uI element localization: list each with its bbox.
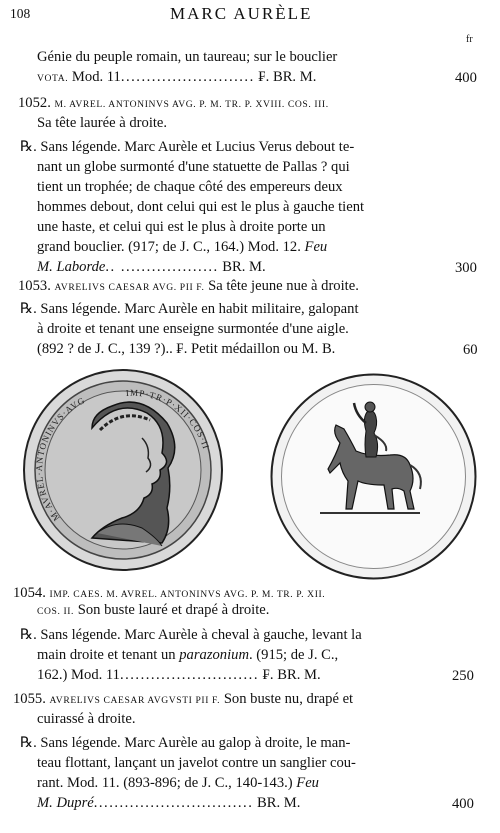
text-line	[37, 68, 316, 88]
entry-1055-header	[13, 690, 353, 710]
module-text: Mod. 11	[68, 69, 121, 85]
italic-text: M. Dupré	[37, 795, 94, 811]
text-line: nant un globe surmonté d'une statuette de Pallas ? qui	[37, 159, 350, 175]
text-line	[37, 601, 269, 621]
text-line	[37, 794, 300, 812]
text-line	[37, 666, 321, 684]
italic-text: M. Laborde	[37, 259, 106, 275]
coin-legend: M. AVREL. ANTONINVS AVG. P. M. TR. P. XVIII. COS. III.	[54, 99, 329, 110]
italic-text: parazonium	[179, 647, 249, 663]
metal-text: BR. M.	[218, 259, 266, 275]
text-line: (892 ? de J. C., 139 ?).. ₣. Petit médaillon ou M. B.	[37, 341, 336, 357]
price-value: 300	[455, 260, 477, 276]
coin-legend: AVRELIVS CAESAR AVGVSTI PII F.	[49, 695, 221, 706]
text-span: Son buste lauré et drapé à droite.	[74, 602, 270, 618]
reverse-line: ℞. Sans légende. Marc Aurèle à cheval à gauche, levant la	[20, 627, 362, 643]
text-line: une haste, et celui qui est le plus à droite porte un	[37, 219, 326, 235]
coin-legend: IMP. CAES. M. AVREL. ANTONINVS AVG. P. M. TR. P. XII.	[49, 589, 326, 600]
text-line	[37, 238, 327, 256]
italic-text: Feu	[296, 775, 319, 791]
text-line	[37, 774, 319, 792]
reverse-line: ℞. Sans légende. Marc Aurèle en habit militaire, galopant	[20, 301, 359, 317]
price-value: 250	[452, 668, 474, 684]
obverse-legend-left: M·AVREL·ANTONINVS·AVG	[34, 394, 87, 523]
text-span: grand bouclier. (917; de J. C., 164.) Mod. 12.	[37, 239, 305, 255]
text-span: . (915; de J. C.,	[248, 647, 339, 663]
text-span: rant. Mod. 11. (893-896; de J. C., 140-143.)	[37, 775, 297, 791]
entry-number: 1052.	[18, 95, 51, 111]
price-value: 400	[452, 796, 474, 812]
text-line: tient un trophée; de chaque côté des empereurs deux	[37, 179, 343, 195]
reverse-line: ℞. Sans légende. Marc Aurèle et Lucius Verus debout te-	[20, 139, 355, 155]
signature-mark: fr	[466, 34, 473, 45]
leader-dots: .. ...................	[105, 259, 219, 275]
leader-dots: ..........................	[120, 69, 255, 85]
metal-text: ₣. BR. M.	[254, 69, 317, 85]
text-line: hommes debout, dont celui qui est le plus à gauche tient	[37, 199, 365, 215]
entry-number: 1055.	[13, 691, 46, 707]
text-span: 162.) Mod. 11	[37, 667, 120, 683]
obverse-legend-right: IMP·TR·P·XII·COS·II	[125, 387, 212, 451]
legend-text: COS. II.	[37, 606, 75, 617]
metal-text: ₣. BR. M.	[258, 667, 321, 683]
entry-1053-header	[18, 277, 359, 297]
coin-legend: AVRELIVS CAESAR AVG. PII F.	[54, 282, 205, 293]
text-span: Son buste nu, drapé et	[220, 691, 354, 707]
text-span: main droite et tenant un	[37, 647, 180, 663]
page-number: 108	[10, 6, 31, 21]
text-line	[37, 258, 266, 276]
italic-text: Feu	[304, 239, 328, 255]
running-title: MARC AURÈLE	[170, 4, 313, 23]
text-span: Sa tête jeune nue à droite.	[204, 278, 359, 294]
text-line: Génie du peuple romain, un taureau; sur le bouclier	[37, 49, 338, 65]
metal-text: BR. M.	[253, 795, 301, 811]
coin-obverse-image	[22, 368, 224, 572]
entry-1052-header	[18, 94, 329, 114]
leader-dots: ...............................	[93, 795, 254, 811]
text-line: cuirassé à droite.	[37, 711, 136, 727]
legend-text: VOTA.	[37, 73, 69, 84]
text-line	[37, 646, 338, 664]
leader-dots: ...........................	[119, 667, 259, 683]
entry-number: 1054.	[13, 585, 46, 601]
text-line: à droite et tenant une enseigne surmontée d'une aigle.	[37, 321, 349, 337]
price-value: 400	[455, 70, 477, 86]
coin-reverse-image	[270, 373, 477, 580]
price-value: 60	[463, 342, 478, 358]
reverse-line: ℞. Sans légende. Marc Aurèle au galop à droite, le man-	[20, 735, 351, 751]
text-line: teau flottant, lançant un javelot contre un sanglier cou-	[37, 755, 356, 771]
text-line: Sa tête laurée à droite.	[37, 115, 168, 131]
entry-number: 1053.	[18, 278, 51, 294]
